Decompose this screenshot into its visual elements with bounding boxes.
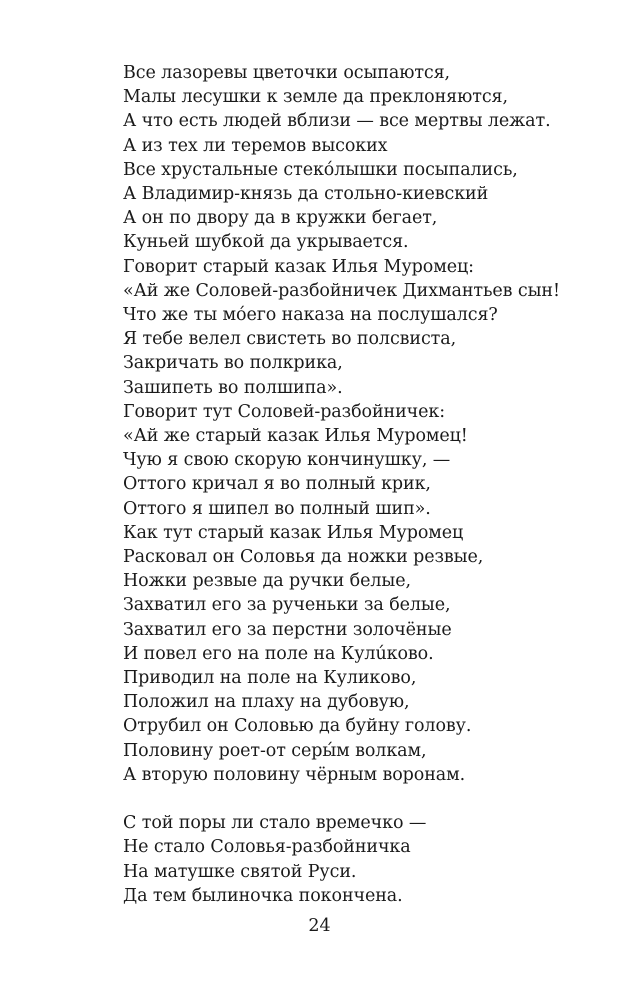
poem-line: Оттого кричал я во полный крик, <box>123 474 431 495</box>
page-number: 24 <box>308 916 331 936</box>
poem-line: Положил на плаху на дубовую, <box>123 692 410 713</box>
poem-line: А вторую половину чёрным воронам. <box>123 764 466 785</box>
poem-line: Говорит старый казак Илья Муромец: <box>123 256 474 277</box>
poem-line: А что есть людей вблизи — все мертвы лежат. <box>123 111 551 132</box>
poem-line: Не стало Соловья-разбойничка <box>123 837 411 858</box>
poem-line: «Ай же старый казак Илья Муромец! <box>123 426 468 447</box>
poem-line: Куньей шубкой да укрывается. <box>123 232 409 253</box>
poem-line: Что же ты мóего наказа на послушался? <box>123 305 498 326</box>
poem-line: Чую я свою скорую кончинушку, — <box>123 450 451 471</box>
poem-line: Зашипеть во полшипа». <box>123 377 343 398</box>
poem-line: На матушке святой Руси. <box>123 861 357 882</box>
poem-line: «Ай же Соловей-разбойничек Дихмантьев сын! <box>123 280 560 301</box>
poem-line: Закричать во полкрика, <box>123 353 343 374</box>
poem-line: И повел его на поле на Кулúково. <box>123 643 434 664</box>
poem-line: С той поры ли стало времечко — <box>123 813 427 834</box>
poem-line: А он по двору да в кружки бегает, <box>123 208 438 229</box>
stanza-2 <box>123 811 613 908</box>
poem-line: Захватил его за рученьки за белые, <box>123 595 451 616</box>
poem-line: Говорит тут Соловей-разбойничек: <box>123 401 446 422</box>
poem-line: Оттого я шипел во полный шип». <box>123 498 431 519</box>
poem-line: Приводил на поле на Куликово, <box>123 668 417 689</box>
poem-line: А из тех ли теремов высоких <box>123 135 388 156</box>
poem-line: Ножки резвые да ручки белые, <box>123 571 411 592</box>
poem-line: Отрубил он Соловью да буйну голову. <box>123 716 472 737</box>
poem-line: Расковал он Соловья да ножки резвые, <box>123 547 484 568</box>
poem-line: Да тем былиночка покончена. <box>123 885 403 906</box>
stanza-1 <box>123 61 613 787</box>
poem-line: Я тебе велел свистеть во полсвиста, <box>123 329 457 350</box>
poem-line: А Владимир-князь да стольно-киевский <box>123 184 489 205</box>
poem-line: Как тут старый казак Илья Муромец <box>123 522 464 543</box>
poem-text <box>123 61 613 908</box>
poem-line: Захватил его за перстни золочёные <box>123 619 452 640</box>
poem-line: Все хрустальные стекóлышки посыпались, <box>123 159 518 180</box>
poem-line: Все лазоревы цветочки осыпаются, <box>123 63 451 83</box>
poem-line: Малы лесушки к земле да преклоняются, <box>123 87 508 108</box>
poem-line: Половину роет-от серы́м волкам, <box>123 740 427 761</box>
